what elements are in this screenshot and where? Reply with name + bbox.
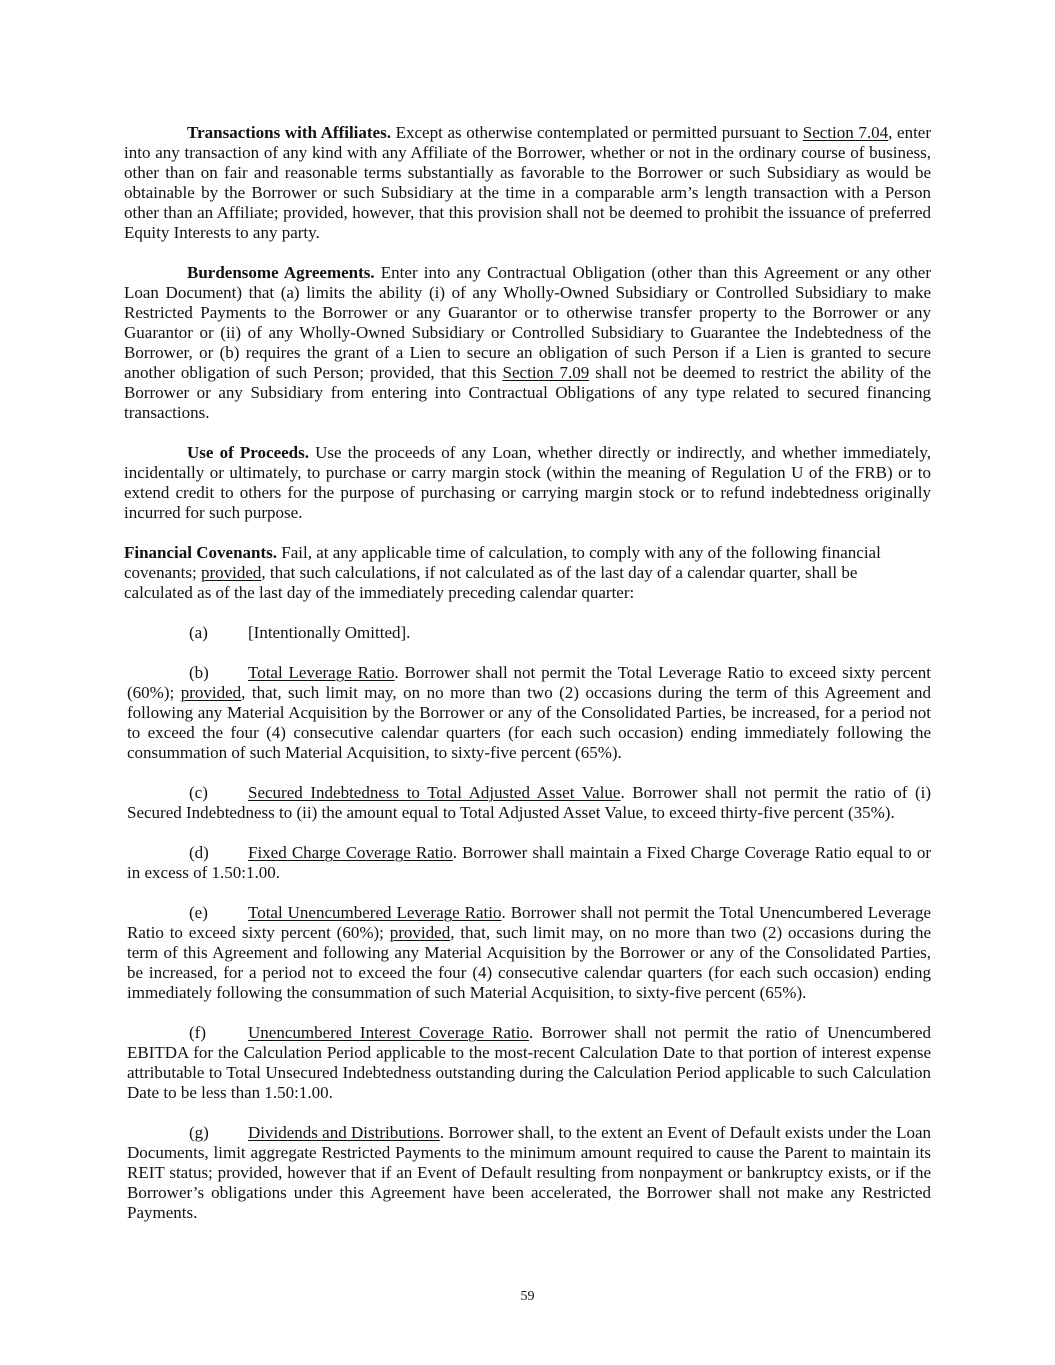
covenant-item-d: [124, 843, 931, 883]
text-line: consummation of such Material Acquisition, to sixty-five percent (65%).: [127, 743, 622, 762]
item-label: (g): [189, 1123, 209, 1142]
covenant-item-c: [124, 783, 931, 823]
proviso-term: provided: [389, 923, 451, 942]
text-line: Guarantor or (ii) of any Wholly-Owned Subsidiary or Controlled Subsidiary to Guarantee the Indebtedness of the: [124, 323, 931, 342]
text-line: [124, 563, 931, 583]
text-line: other than an Affiliate; provided, however, that this provision shall not be deemed to prohibit the issuance of preferred: [124, 203, 931, 222]
item-label: (b): [189, 663, 209, 682]
text-line: obtainable by the Borrower or such Subsidiary at the time in a comparable arm’s length transaction with a Person: [124, 183, 931, 202]
text-run: . Borrower shall not permit the ratio of (i): [620, 783, 932, 802]
text-line: incurred for such purpose.: [124, 503, 303, 522]
paragraph-financial-covenants: [124, 543, 931, 603]
text-line: Payments.: [127, 1203, 198, 1222]
item-label: (a): [189, 623, 208, 642]
text-line: Restricted Payments to the Borrower or any Guarantor or to otherwise transfer property to the Borrower or any: [124, 303, 931, 322]
covenant-item-e: [124, 903, 931, 1003]
text-line: [127, 783, 931, 803]
covenant-item-g: [124, 1123, 931, 1223]
covenant-title: Total Leverage Ratio: [248, 663, 395, 682]
text-line: Equity Interests to any party.: [124, 223, 320, 242]
text-line: [127, 923, 931, 943]
paragraph-use-of-proceeds: [124, 443, 931, 523]
text-line: immediately following the consummation of such Material Acquisition, to sixty-five percent (65%).: [127, 983, 807, 1002]
text-run: Enter into any Contractual Obligation (other than this Agreement or any other: [374, 263, 931, 282]
text-run: Ratio to exceed sixty percent (60%);: [127, 923, 390, 942]
text-line: Date to be less than 1.50:1.00.: [127, 1083, 333, 1102]
text-run: . Borrower shall not permit the ratio of Unencumbered: [528, 1023, 931, 1042]
text-run: Use the proceeds of any Loan, whether directly or indirectly, and whether immediately,: [308, 443, 931, 462]
text-run: , that, such limit may, on no more than two (2) occasions during the: [450, 923, 931, 942]
section-reference: Section 7.04: [802, 123, 889, 142]
text-line: Borrower, or (b) requires the grant of a Lien to secure an obligation of such Person if a Lien is granted to secure: [124, 343, 931, 362]
text-line: [124, 543, 931, 563]
item-label: (d): [189, 843, 209, 862]
text-line: Borrower or any Subsidiary from entering into Contractual Obligations of any type related to secured financing: [124, 383, 931, 402]
text-line: to exceed the four (4) consecutive calendar quarters (for each such occasion) ending immediately following the: [127, 723, 931, 742]
text-line: [127, 903, 931, 923]
text-run: another obligation of such Person; provided, that this: [124, 363, 503, 382]
text-run: shall not be deemed to restrict the ability of the: [589, 363, 932, 382]
text-line: [124, 123, 931, 143]
covenant-title: Fixed Charge Coverage Ratio: [248, 843, 453, 862]
text-run: Except as otherwise contemplated or permitted pursuant to: [390, 123, 803, 142]
section-reference: Section 7.09: [502, 363, 590, 382]
text-line: calculated as of the last day of the immediately preceding calendar quarter:: [124, 583, 635, 602]
text-run: , that, such limit may, on no more than two (2) occasions during the term of this Agreement and: [241, 683, 931, 702]
page-body: [124, 123, 931, 1243]
text-line: REIT status; provided, however that if an Event of Default resulting from nonpayment or bankruptcy exists, or if the: [127, 1163, 931, 1182]
text-run: covenants;: [124, 563, 201, 582]
proviso-term: provided: [180, 683, 242, 702]
text-run: , that such calculations, if not calculated as of the last day of a calendar quarter, shall be: [261, 563, 858, 582]
covenant-item-f: [124, 1023, 931, 1103]
text-line: [124, 443, 931, 463]
covenant-title: Total Unencumbered Leverage Ratio: [248, 903, 502, 922]
covenant-title: Unencumbered Interest Coverage Ratio: [248, 1023, 529, 1042]
text-line: in excess of 1.50:1.00.: [127, 863, 280, 882]
covenant-item-b: [124, 663, 931, 763]
covenant-title: Dividends and Distributions: [248, 1123, 440, 1142]
text-run: [Intentionally Omitted].: [248, 623, 411, 642]
text-line: Documents, limit aggregate Restricted Payments to the minimum amount required to cause the Parent to maintain its: [127, 1143, 931, 1162]
text-line: [124, 363, 931, 383]
text-run: . Borrower shall not permit the Total Leverage Ratio to exceed sixty percent: [394, 663, 932, 682]
text-line: [127, 1023, 931, 1043]
proviso-term: provided: [200, 563, 262, 582]
text-line: incidentally or ultimately, to purchase or carry margin stock (within the meaning of Regulation U of the FRB) or to: [124, 463, 931, 482]
section-heading: Use of Proceeds.: [187, 443, 309, 462]
paragraph-transactions-with-affiliates: [124, 123, 931, 243]
text-line: transactions.: [124, 403, 210, 422]
text-line: extend credit to others for the purpose of purchasing or carrying margin stock or to refund indebtedness originally: [124, 483, 931, 502]
text-line: [124, 263, 931, 283]
section-heading: Transactions with Affiliates.: [187, 123, 391, 142]
text-line: be increased, for a period not to exceed the four (4) consecutive calendar quarters (for each such occasion) ending: [127, 963, 931, 982]
text-run: . Borrower shall maintain a Fixed Charge Coverage Ratio equal to or: [452, 843, 931, 862]
text-line: Loan Document) that (a) limits the ability (i) of any Wholly-Owned Subsidiary or Controlled Subsidiary to make: [124, 283, 931, 302]
text-line: into any transaction of any kind with any Affiliate of the Borrower, whether or not in the ordinary course of business,: [124, 143, 931, 162]
text-line: EBITDA for the Calculation Period applicable to the most-recent Calculation Date to that portion of interest expense: [127, 1043, 931, 1062]
text-line: [127, 1123, 931, 1143]
text-run: Fail, at any applicable time of calculation, to comply with any of the following financial: [277, 543, 881, 562]
section-heading: Financial Covenants.: [124, 543, 278, 562]
text-line: term of this Agreement and following any Material Acquisition by the Borrower or any of the Consolidated Parties,: [127, 943, 931, 962]
covenant-title: Secured Indebtedness to Total Adjusted Asset Value: [248, 783, 621, 802]
text-line: attributable to Total Unsecured Indebtedness outstanding during the Calculation Period applicable to such Calculation: [127, 1063, 931, 1082]
item-label: (f): [189, 1023, 206, 1042]
text-line: Secured Indebtedness to (ii) the amount equal to Total Adjusted Asset Value, to exceed thirty-five percent (35%).: [127, 803, 895, 822]
page-number: 59: [520, 1289, 535, 1304]
text-run: (60%);: [127, 683, 181, 702]
text-line: Borrower’s obligations under this Agreement have been accelerated, the Borrower shall not make any Restricted: [127, 1183, 931, 1202]
section-heading: Burdensome Agreements.: [187, 263, 375, 282]
item-label: (e): [189, 903, 208, 922]
item-label: (c): [189, 783, 208, 802]
covenant-item-a: [124, 623, 931, 643]
text-run: . Borrower shall, to the extent an Event of Default exists under the Loan: [439, 1123, 931, 1142]
text-run: , enter: [888, 123, 931, 142]
text-line: [127, 663, 931, 683]
text-line: [127, 683, 931, 703]
text-line: [127, 623, 931, 643]
text-line: [127, 843, 931, 863]
text-line: following any Material Acquisition by the Borrower or any of the Consolidated Parties, be increased, for a period not: [127, 703, 931, 722]
text-line: other than on fair and reasonable terms substantially as favorable to the Borrower or such Subsidiary as would be: [124, 163, 931, 182]
paragraph-burdensome-agreements: [124, 263, 931, 423]
text-run: . Borrower shall not permit the Total Unencumbered Leverage: [501, 903, 931, 922]
